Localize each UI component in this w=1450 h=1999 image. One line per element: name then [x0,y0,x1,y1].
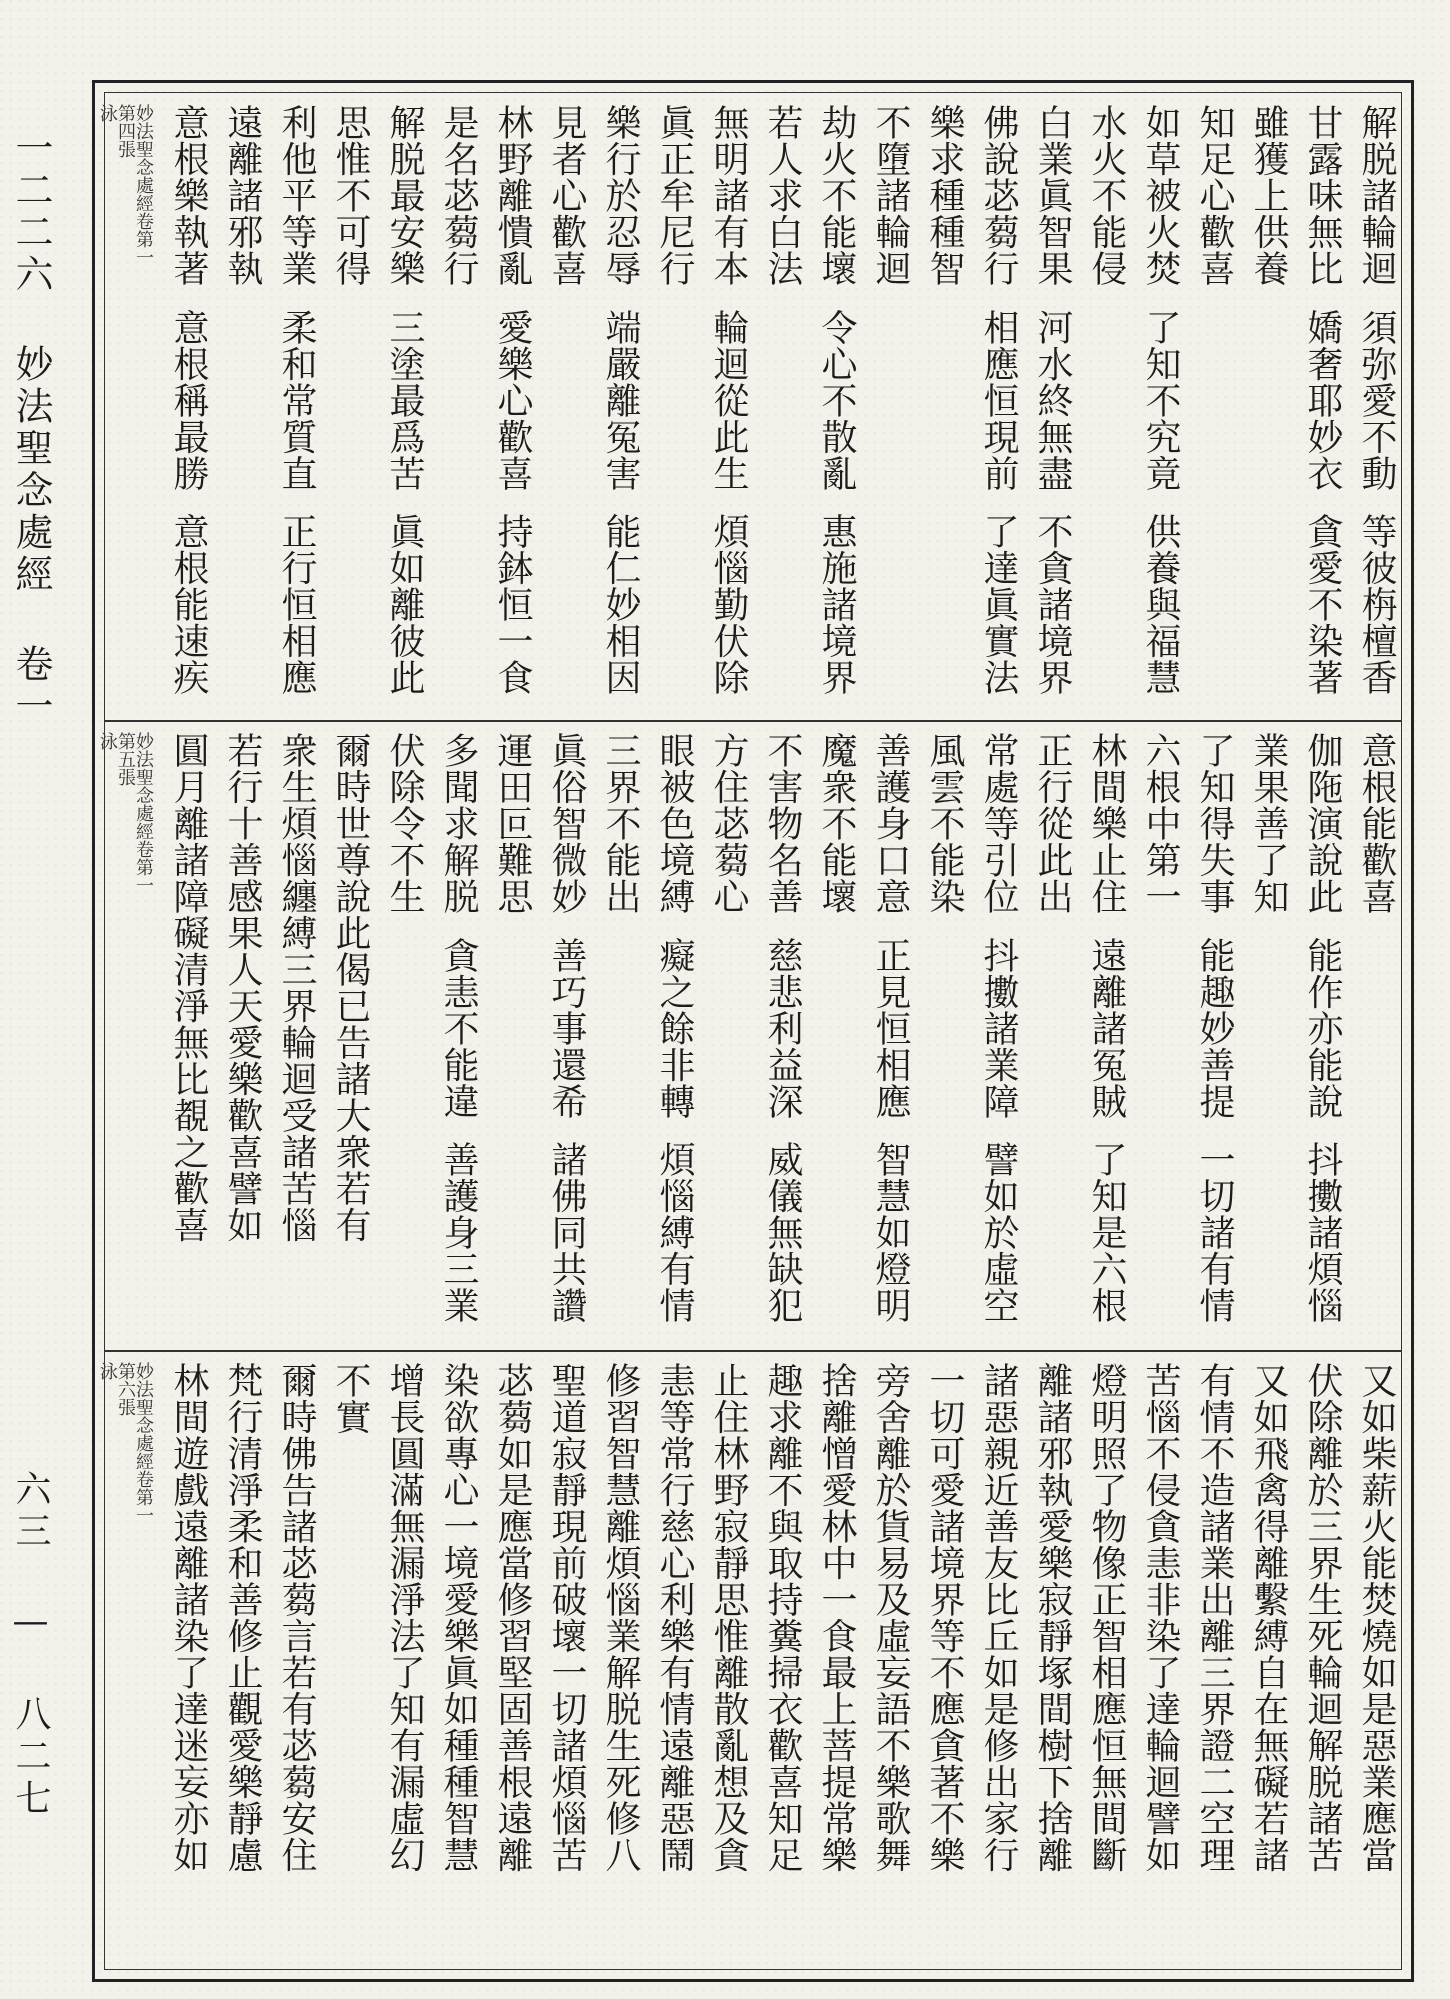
verse-segment: 爾時佛告諸苾蒭言若有苾蒭安住 [276,1362,317,1873]
text-column [912,1362,965,1962]
text-column [480,1362,533,1962]
verse-segment: 智慧如燈明 [870,1141,911,1324]
verse-segment: 諸佛同共讚 [546,1141,587,1324]
text-column [642,104,695,708]
verse-segment: 衆生煩惱纏縛三界輪迴受諸苦惱 [276,732,317,1243]
verse-segment: 伏除離於三界生死輪迴解脱諸苦 [1302,1362,1343,1873]
verse-segment: 譬如於虛空 [978,1141,1019,1324]
text-column [588,104,641,708]
verse-segment: 染欲專心一境愛樂眞如種種智慧 [438,1362,479,1873]
text-column [966,1362,1019,1962]
verse-segment: 善護身三業 [438,1141,479,1324]
section-divider-1 [104,720,1402,722]
text-column [264,1362,317,1962]
verse-segment: 燈明照了物像正智相應恒無間斷 [1086,1362,1127,1873]
verse-segment: 趣求離不與取持糞掃衣歡喜知足 [762,1362,803,1873]
verse-segment: 一切諸有情 [1194,1141,1235,1324]
text-column [156,1362,209,1962]
text-column [912,732,965,1338]
verse-segment: 有情不造諸業出離三界證二空理 [1194,1362,1235,1873]
text-column [966,732,1019,1338]
verse-segment: 能作亦能說 [1302,936,1343,1119]
verse-segment: 相應恒現前 [978,308,1019,491]
text-column [1236,104,1289,708]
verse-segment: 見者心歡喜 [546,104,587,287]
sheet-note-text: 妙法聖念處經卷第一 [133,1362,154,1524]
text-column [318,104,371,708]
text-section-top [97,104,1397,708]
verse-segment: 捨離憎愛林中一食最上菩提常樂 [816,1362,857,1873]
text-column [750,732,803,1338]
text-column [642,1362,695,1962]
verse-segment: 等彼栴檀香 [1356,513,1397,696]
verse-segment: 了知不究竟 [1140,308,1181,491]
verse-segment: 佛說苾蒭行 [978,104,1019,287]
verse-segment: 如草被火焚 [1140,104,1181,287]
verse-segment: 三界不能出 [600,732,641,915]
section-divider-2 [104,1350,1402,1352]
verse-segment: 善巧事還希 [546,936,587,1119]
verse-segment: 不墮諸輪迴 [870,104,911,287]
text-column [858,104,911,708]
sheet-note-text: 第四張 [115,104,136,158]
verse-segment: 三塗最爲苦 [384,308,425,491]
verse-segment: 能仁妙相因 [600,513,641,696]
text-column [1236,1362,1289,1962]
sheet-note-text: 泳 [97,1362,118,1380]
verse-segment: 止住林野寂靜思惟離散亂想及貪 [708,1362,749,1873]
verse-segment: 林間樂止住 [1086,732,1127,915]
text-column [1182,732,1235,1338]
margin-page-number: 六三 — 八二七 [10,1470,51,1821]
sheet-note [97,1362,154,1962]
verse-segment: 了達眞實法 [978,513,1019,696]
sheet-note-text: 妙法聖念處經卷第一 [133,104,154,266]
text-column [696,104,749,708]
verse-segment: 苦惱不侵貪恚非染了達輪迴譬如 [1140,1362,1181,1873]
verse-segment: 煩惱縛有情 [654,1141,695,1324]
verse-segment: 眞正牟尼行 [654,104,695,287]
verse-segment: 樂求種種智 [924,104,965,287]
verse-segment: 惠施諸境界 [816,513,857,696]
verse-segment: 抖擻諸煩惱 [1302,1141,1343,1324]
verse-segment: 若人求白法 [762,104,803,287]
text-column [264,732,317,1338]
text-column [1236,732,1289,1338]
verse-segment: 聖道寂靜現前破壞一切諸煩惱苦 [546,1362,587,1873]
verse-segment: 劫火不能壞 [816,104,857,287]
verse-segment: 伽陁演說此 [1302,732,1343,915]
text-column [264,104,317,708]
verse-segment: 利他平等業 [276,104,317,287]
verse-segment: 諸惡親近善友比丘如是修出家行 [978,1362,1019,1873]
verse-segment: 多聞求解脱 [438,732,479,915]
text-column [1290,1362,1343,1962]
verse-segment: 一切可愛諸境界等不應貪著不樂 [924,1362,965,1873]
text-column [210,1362,263,1962]
text-column [210,104,263,708]
verse-segment: 善護身口意 [870,732,911,915]
text-column [1020,104,1073,708]
verse-segment: 輪迴從此生 [708,308,749,491]
verse-segment: 遠離諸冤賊 [1086,936,1127,1119]
margin-title [9,128,53,908]
text-column [372,1362,425,1962]
verse-segment: 供養與福慧 [1140,513,1181,696]
text-column [1128,1362,1181,1962]
verse-segment: 眞俗智微妙 [546,732,587,915]
sheet-note [97,732,154,1338]
text-column [372,104,425,708]
verse-segment: 林野離憒亂 [492,104,533,287]
text-column [426,732,479,1338]
text-column [588,1362,641,1962]
text-column [1344,732,1397,1338]
verse-segment: 雖獲上供養 [1248,104,1289,287]
verse-segment: 旁舍離於貨易及虛妄語不樂歌舞 [870,1362,911,1873]
verse-segment: 嬌奢耶妙衣 [1302,308,1343,491]
verse-segment: 河水終無盡 [1032,308,1073,491]
verse-segment: 圓月離諸障礙清淨無比覩之歡喜 [168,732,209,1243]
text-column [426,1362,479,1962]
text-column [1128,104,1181,708]
verse-segment: 爾時世尊說此偈已告諸大衆若有 [330,732,371,1243]
text-column [534,1362,587,1962]
sheet-note-text: 第五張 [115,732,136,786]
verse-segment: 威儀無缺犯 [762,1141,803,1324]
text-column [804,104,857,708]
text-column [426,104,479,708]
verse-segment: 持鉢恒一食 [492,513,533,696]
verse-segment: 白業眞智果 [1032,104,1073,287]
verse-segment: 梵行清淨柔和善修止觀愛樂靜慮 [222,1362,263,1873]
verse-segment: 業果善了知 [1248,732,1289,915]
verse-segment: 修習智慧離煩惱業解脱生死修八 [600,1362,641,1873]
margin-volume-number: 一二二六 [9,128,53,296]
verse-segment: 不實 [330,1362,371,1435]
text-column [912,104,965,708]
text-column [480,732,533,1338]
verse-segment: 貪愛不染著 [1302,513,1343,696]
text-column [1128,732,1181,1338]
text-column [1290,104,1343,708]
text-column [1074,732,1127,1338]
verse-segment: 眞如離彼此 [384,513,425,696]
verse-segment: 眼被色境縛 [654,732,695,915]
margin-fascicle: 卷一 [9,644,53,728]
sheet-note [97,104,154,708]
verse-segment: 恚等常行慈心利樂有情遠離惡鬧 [654,1362,695,1873]
verse-segment: 柔和常質直 [276,308,317,491]
text-column [858,1362,911,1962]
text-column [210,732,263,1338]
verse-segment: 無明諸有本 [708,104,749,287]
text-column [1074,1362,1127,1962]
text-column [1182,1362,1235,1962]
verse-segment: 風雲不能染 [924,732,965,915]
text-column [156,732,209,1338]
verse-segment: 是名苾蒭行 [438,104,479,287]
verse-segment: 能趣妙善提 [1194,936,1235,1119]
text-column [1344,1362,1397,1962]
text-column [750,1362,803,1962]
verse-segment: 貪恚不能違 [438,936,479,1119]
verse-segment: 正見恒相應 [870,936,911,1119]
verse-segment: 伏除令不生 [384,732,425,915]
verse-segment: 魔衆不能壞 [816,732,857,915]
verse-segment: 運田叵難思 [492,732,533,915]
verse-segment: 意根稱最勝 [168,308,209,491]
verse-segment: 思惟不可得 [330,104,371,287]
verse-segment: 不貪諸境界 [1032,513,1073,696]
sheet-note-text: 妙法聖念處經卷第一 [133,732,154,894]
text-column [1182,104,1235,708]
verse-segment: 煩惱勤伏除 [708,513,749,696]
text-column [1020,732,1073,1338]
text-column [480,104,533,708]
text-column [1020,1362,1073,1962]
verse-segment: 遠離諸邪執 [222,104,263,287]
text-section-middle [97,732,1397,1338]
text-column [534,104,587,708]
text-column [534,732,587,1338]
verse-segment: 林間遊戲遠離諸染了達迷妄亦如 [168,1362,209,1873]
text-column [156,104,209,708]
verse-segment: 離諸邪執愛樂寂靜塚間樹下捨離 [1032,1362,1073,1873]
verse-segment: 解脱最安樂 [384,104,425,287]
verse-segment: 了知是六根 [1086,1141,1127,1324]
verse-segment: 不害物名善 [762,732,803,915]
verse-segment: 意根能速疾 [168,513,209,696]
sheet-note-text: 泳 [97,104,118,122]
verse-segment: 甘露味無比 [1302,104,1343,287]
text-column [750,104,803,708]
verse-segment: 常處等引位 [978,732,1019,915]
verse-segment: 水火不能侵 [1086,104,1127,287]
verse-segment: 抖擻諸業障 [978,936,1019,1119]
text-column [696,732,749,1338]
verse-segment: 癡之餘非轉 [654,936,695,1119]
verse-segment: 知足心歡喜 [1194,104,1235,287]
text-column [318,1362,371,1962]
sheet-note-text: 泳 [97,732,118,750]
verse-segment: 了知得失事 [1194,732,1235,915]
verse-segment: 愛樂心歡喜 [492,308,533,491]
text-section-bottom [97,1362,1397,1962]
verse-segment: 苾蒭如是應當修習堅固善根遠離 [492,1362,533,1873]
verse-segment: 正行恒相應 [276,513,317,696]
verse-segment: 又如柴薪火能焚燒如是惡業應當 [1356,1362,1397,1873]
verse-segment: 樂行於忍辱 [600,104,641,287]
sheet-note-text: 第六張 [115,1362,136,1416]
text-column [966,104,1019,708]
text-column [1074,104,1127,708]
verse-segment: 慈悲利益深 [762,936,803,1119]
text-column [318,732,371,1338]
verse-segment: 若行十善感果人天愛樂歡喜譬如 [222,732,263,1243]
verse-segment: 六根中第一 [1140,732,1181,915]
verse-segment: 正行從此出 [1032,732,1073,915]
verse-segment: 解脱諸輪迴 [1356,104,1397,287]
text-column [588,732,641,1338]
text-column [1344,104,1397,708]
verse-segment: 意根樂執著 [168,104,209,287]
text-column [804,1362,857,1962]
text-column [858,732,911,1338]
verse-segment: 又如飛禽得離繫縛自在無礙若諸 [1248,1362,1289,1873]
verse-segment: 增長圓滿無漏淨法了知有漏虛幻 [384,1362,425,1873]
text-column [642,732,695,1338]
margin-sutra-title: 妙法聖念處經 [9,344,53,596]
verse-segment: 方住苾蒭心 [708,732,749,915]
verse-segment: 令心不散亂 [816,308,857,491]
verse-segment: 須弥愛不動 [1356,308,1397,491]
verse-segment: 端嚴離冤害 [600,308,641,491]
text-column [804,732,857,1338]
text-column [1290,732,1343,1338]
text-column [372,732,425,1338]
text-column [696,1362,749,1962]
verse-segment: 意根能歡喜 [1356,732,1397,915]
